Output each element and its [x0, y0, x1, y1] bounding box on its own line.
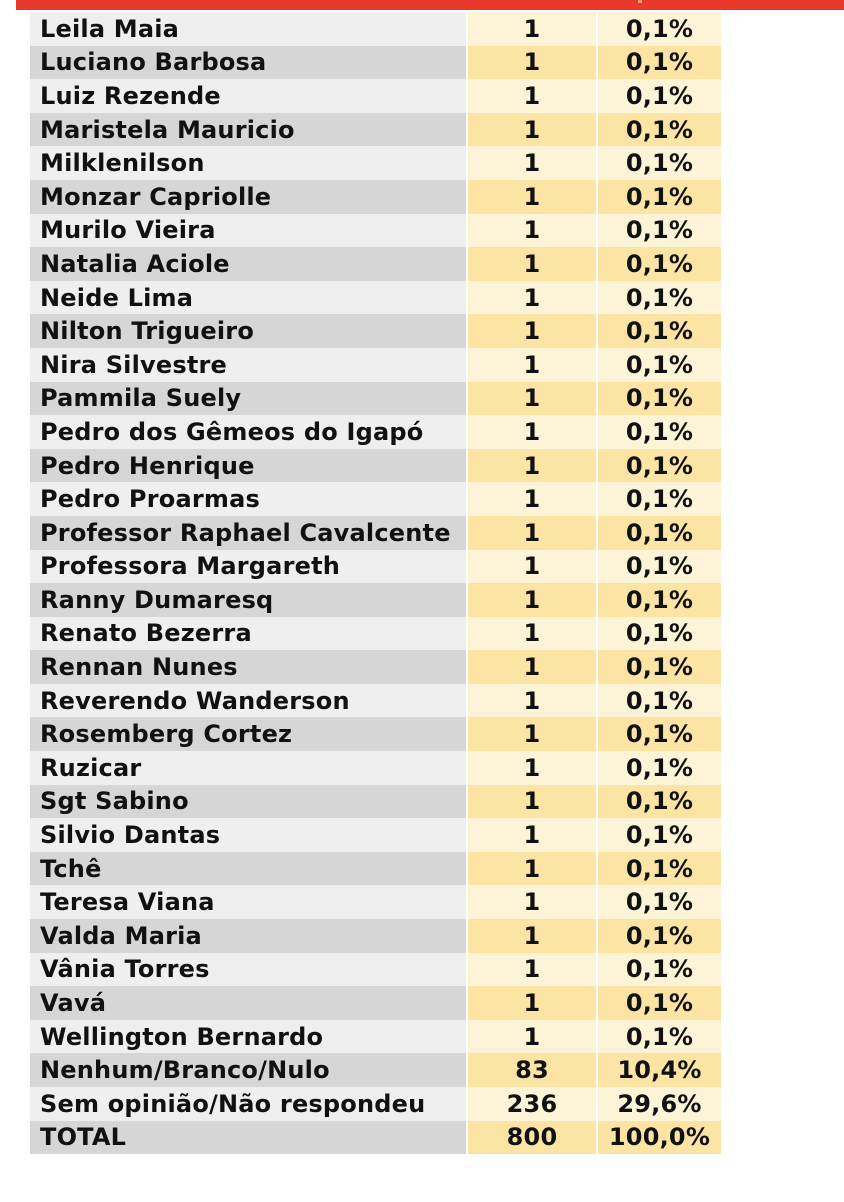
candidate-name: Nira Silvestre: [30, 348, 466, 382]
vote-count: 1: [468, 281, 596, 315]
candidate-name: Maristela Mauricio: [30, 113, 466, 147]
candidate-name: Tchê: [30, 852, 466, 886]
candidate-name: Sem opinião/Não respondeu: [30, 1087, 466, 1121]
vote-percent: 0,1%: [598, 751, 721, 785]
vote-count: 1: [468, 953, 596, 987]
vote-percent: 0,1%: [598, 146, 721, 180]
vote-count: 236: [468, 1087, 596, 1121]
table-row: [30, 314, 721, 348]
vote-percent: 0,1%: [598, 482, 721, 516]
total-count: 800: [468, 1121, 596, 1155]
vote-count: 1: [468, 550, 596, 584]
vote-count: 1: [468, 348, 596, 382]
candidate-name: Reverendo Wanderson: [30, 684, 466, 718]
vote-percent: 0,1%: [598, 382, 721, 416]
vote-count: 1: [468, 583, 596, 617]
table-row: [30, 583, 721, 617]
candidate-name: Nilton Trigueiro: [30, 314, 466, 348]
table-row: [30, 785, 721, 819]
candidate-name: Valda Maria: [30, 919, 466, 953]
candidate-name: Silvio Dantas: [30, 818, 466, 852]
vote-count: 1: [468, 415, 596, 449]
table-row: [30, 852, 721, 886]
candidate-name: Teresa Viana: [30, 885, 466, 919]
table-row: [30, 617, 721, 651]
vote-count: 1: [468, 617, 596, 651]
candidate-name: Renato Bezerra: [30, 617, 466, 651]
vote-percent: 0,1%: [598, 314, 721, 348]
vote-count: 83: [468, 1053, 596, 1087]
vote-percent: 0,1%: [598, 214, 721, 248]
vote-count: 1: [468, 12, 596, 46]
table-row: [30, 516, 721, 550]
vote-count: 1: [468, 314, 596, 348]
vote-count: 1: [468, 818, 596, 852]
vote-count: 1: [468, 1020, 596, 1054]
table-row: [30, 953, 721, 987]
vote-percent: 0,1%: [598, 449, 721, 483]
total-percent: 100,0%: [598, 1121, 721, 1155]
vote-percent: 0,1%: [598, 180, 721, 214]
candidate-name: Wellington Bernardo: [30, 1020, 466, 1054]
vote-count: 1: [468, 449, 596, 483]
vote-count: 1: [468, 885, 596, 919]
candidate-name: Luiz Rezende: [30, 79, 466, 113]
vote-percent: 0,1%: [598, 684, 721, 718]
vote-count: 1: [468, 382, 596, 416]
table-row: [30, 79, 721, 113]
vote-count: 1: [468, 785, 596, 819]
vote-percent: 0,1%: [598, 247, 721, 281]
table-row: [30, 449, 721, 483]
vote-percent: 0,1%: [598, 717, 721, 751]
vote-percent: 10,4%: [598, 1053, 721, 1087]
vote-percent: 0,1%: [598, 785, 721, 819]
table-row: [30, 1087, 721, 1121]
vote-count: 1: [468, 247, 596, 281]
candidate-name: Milklenilson: [30, 146, 466, 180]
vote-count: 1: [468, 717, 596, 751]
vote-count: 1: [468, 146, 596, 180]
table-row: [30, 247, 721, 281]
candidate-name: Neide Lima: [30, 281, 466, 315]
results-table: [30, 12, 721, 1154]
vote-count: 1: [468, 650, 596, 684]
vote-percent: 0,1%: [598, 885, 721, 919]
vote-percent: 29,6%: [598, 1087, 721, 1121]
vote-percent: 0,1%: [598, 919, 721, 953]
vote-percent: 0,1%: [598, 617, 721, 651]
table-row: [30, 113, 721, 147]
table-row: [30, 818, 721, 852]
table-row: [30, 46, 721, 80]
vote-count: 1: [468, 684, 596, 718]
header-bar: [16, 0, 844, 10]
table-row: [30, 919, 721, 953]
candidate-name: Vânia Torres: [30, 953, 466, 987]
vote-percent: 0,1%: [598, 650, 721, 684]
header-bar-tick: [638, 0, 642, 3]
table-row: [30, 684, 721, 718]
vote-percent: 0,1%: [598, 550, 721, 584]
vote-count: 1: [468, 113, 596, 147]
vote-percent: 0,1%: [598, 281, 721, 315]
candidate-name: Rosemberg Cortez: [30, 717, 466, 751]
table-row: [30, 717, 721, 751]
vote-count: 1: [468, 986, 596, 1020]
vote-percent: 0,1%: [598, 852, 721, 886]
table-row: [30, 180, 721, 214]
candidate-name: Rennan Nunes: [30, 650, 466, 684]
total-row: [30, 1121, 721, 1155]
vote-percent: 0,1%: [598, 415, 721, 449]
candidate-name: Pammila Suely: [30, 382, 466, 416]
vote-count: 1: [468, 919, 596, 953]
table-row: [30, 348, 721, 382]
candidate-name: Natalia Aciole: [30, 247, 466, 281]
vote-percent: 0,1%: [598, 583, 721, 617]
table-row: [30, 650, 721, 684]
table-row: [30, 281, 721, 315]
candidate-name: Murilo Vieira: [30, 214, 466, 248]
vote-count: 1: [468, 852, 596, 886]
table-row: [30, 382, 721, 416]
candidate-name: Ruzicar: [30, 751, 466, 785]
candidate-name: Monzar Capriolle: [30, 180, 466, 214]
candidate-name: Nenhum/Branco/Nulo: [30, 1053, 466, 1087]
table-row: [30, 146, 721, 180]
candidate-name: Vavá: [30, 986, 466, 1020]
table-row: [30, 12, 721, 46]
candidate-name: Professora Margareth: [30, 550, 466, 584]
table-row: [30, 214, 721, 248]
total-label: TOTAL: [30, 1121, 466, 1155]
vote-percent: 0,1%: [598, 1020, 721, 1054]
vote-percent: 0,1%: [598, 986, 721, 1020]
table-row: [30, 482, 721, 516]
vote-percent: 0,1%: [598, 46, 721, 80]
vote-percent: 0,1%: [598, 79, 721, 113]
vote-count: 1: [468, 482, 596, 516]
candidate-name: Pedro dos Gêmeos do Igapó: [30, 415, 466, 449]
candidate-name: Ranny Dumaresq: [30, 583, 466, 617]
candidate-name: Leila Maia: [30, 12, 466, 46]
vote-percent: 0,1%: [598, 348, 721, 382]
candidate-name: Luciano Barbosa: [30, 46, 466, 80]
vote-count: 1: [468, 79, 596, 113]
table-row: [30, 1020, 721, 1054]
table-row: [30, 885, 721, 919]
table-row: [30, 986, 721, 1020]
vote-percent: 0,1%: [598, 113, 721, 147]
vote-percent: 0,1%: [598, 953, 721, 987]
table-row: [30, 751, 721, 785]
candidate-name: Pedro Henrique: [30, 449, 466, 483]
vote-count: 1: [468, 516, 596, 550]
vote-percent: 0,1%: [598, 516, 721, 550]
candidate-name: Pedro Proarmas: [30, 482, 466, 516]
vote-percent: 0,1%: [598, 12, 721, 46]
vote-percent: 0,1%: [598, 818, 721, 852]
vote-count: 1: [468, 214, 596, 248]
table-row: [30, 415, 721, 449]
vote-count: 1: [468, 751, 596, 785]
candidate-name: Sgt Sabino: [30, 785, 466, 819]
table-row: [30, 550, 721, 584]
vote-count: 1: [468, 180, 596, 214]
candidate-name: Professor Raphael Cavalcente: [30, 516, 466, 550]
table-row: [30, 1053, 721, 1087]
vote-count: 1: [468, 46, 596, 80]
